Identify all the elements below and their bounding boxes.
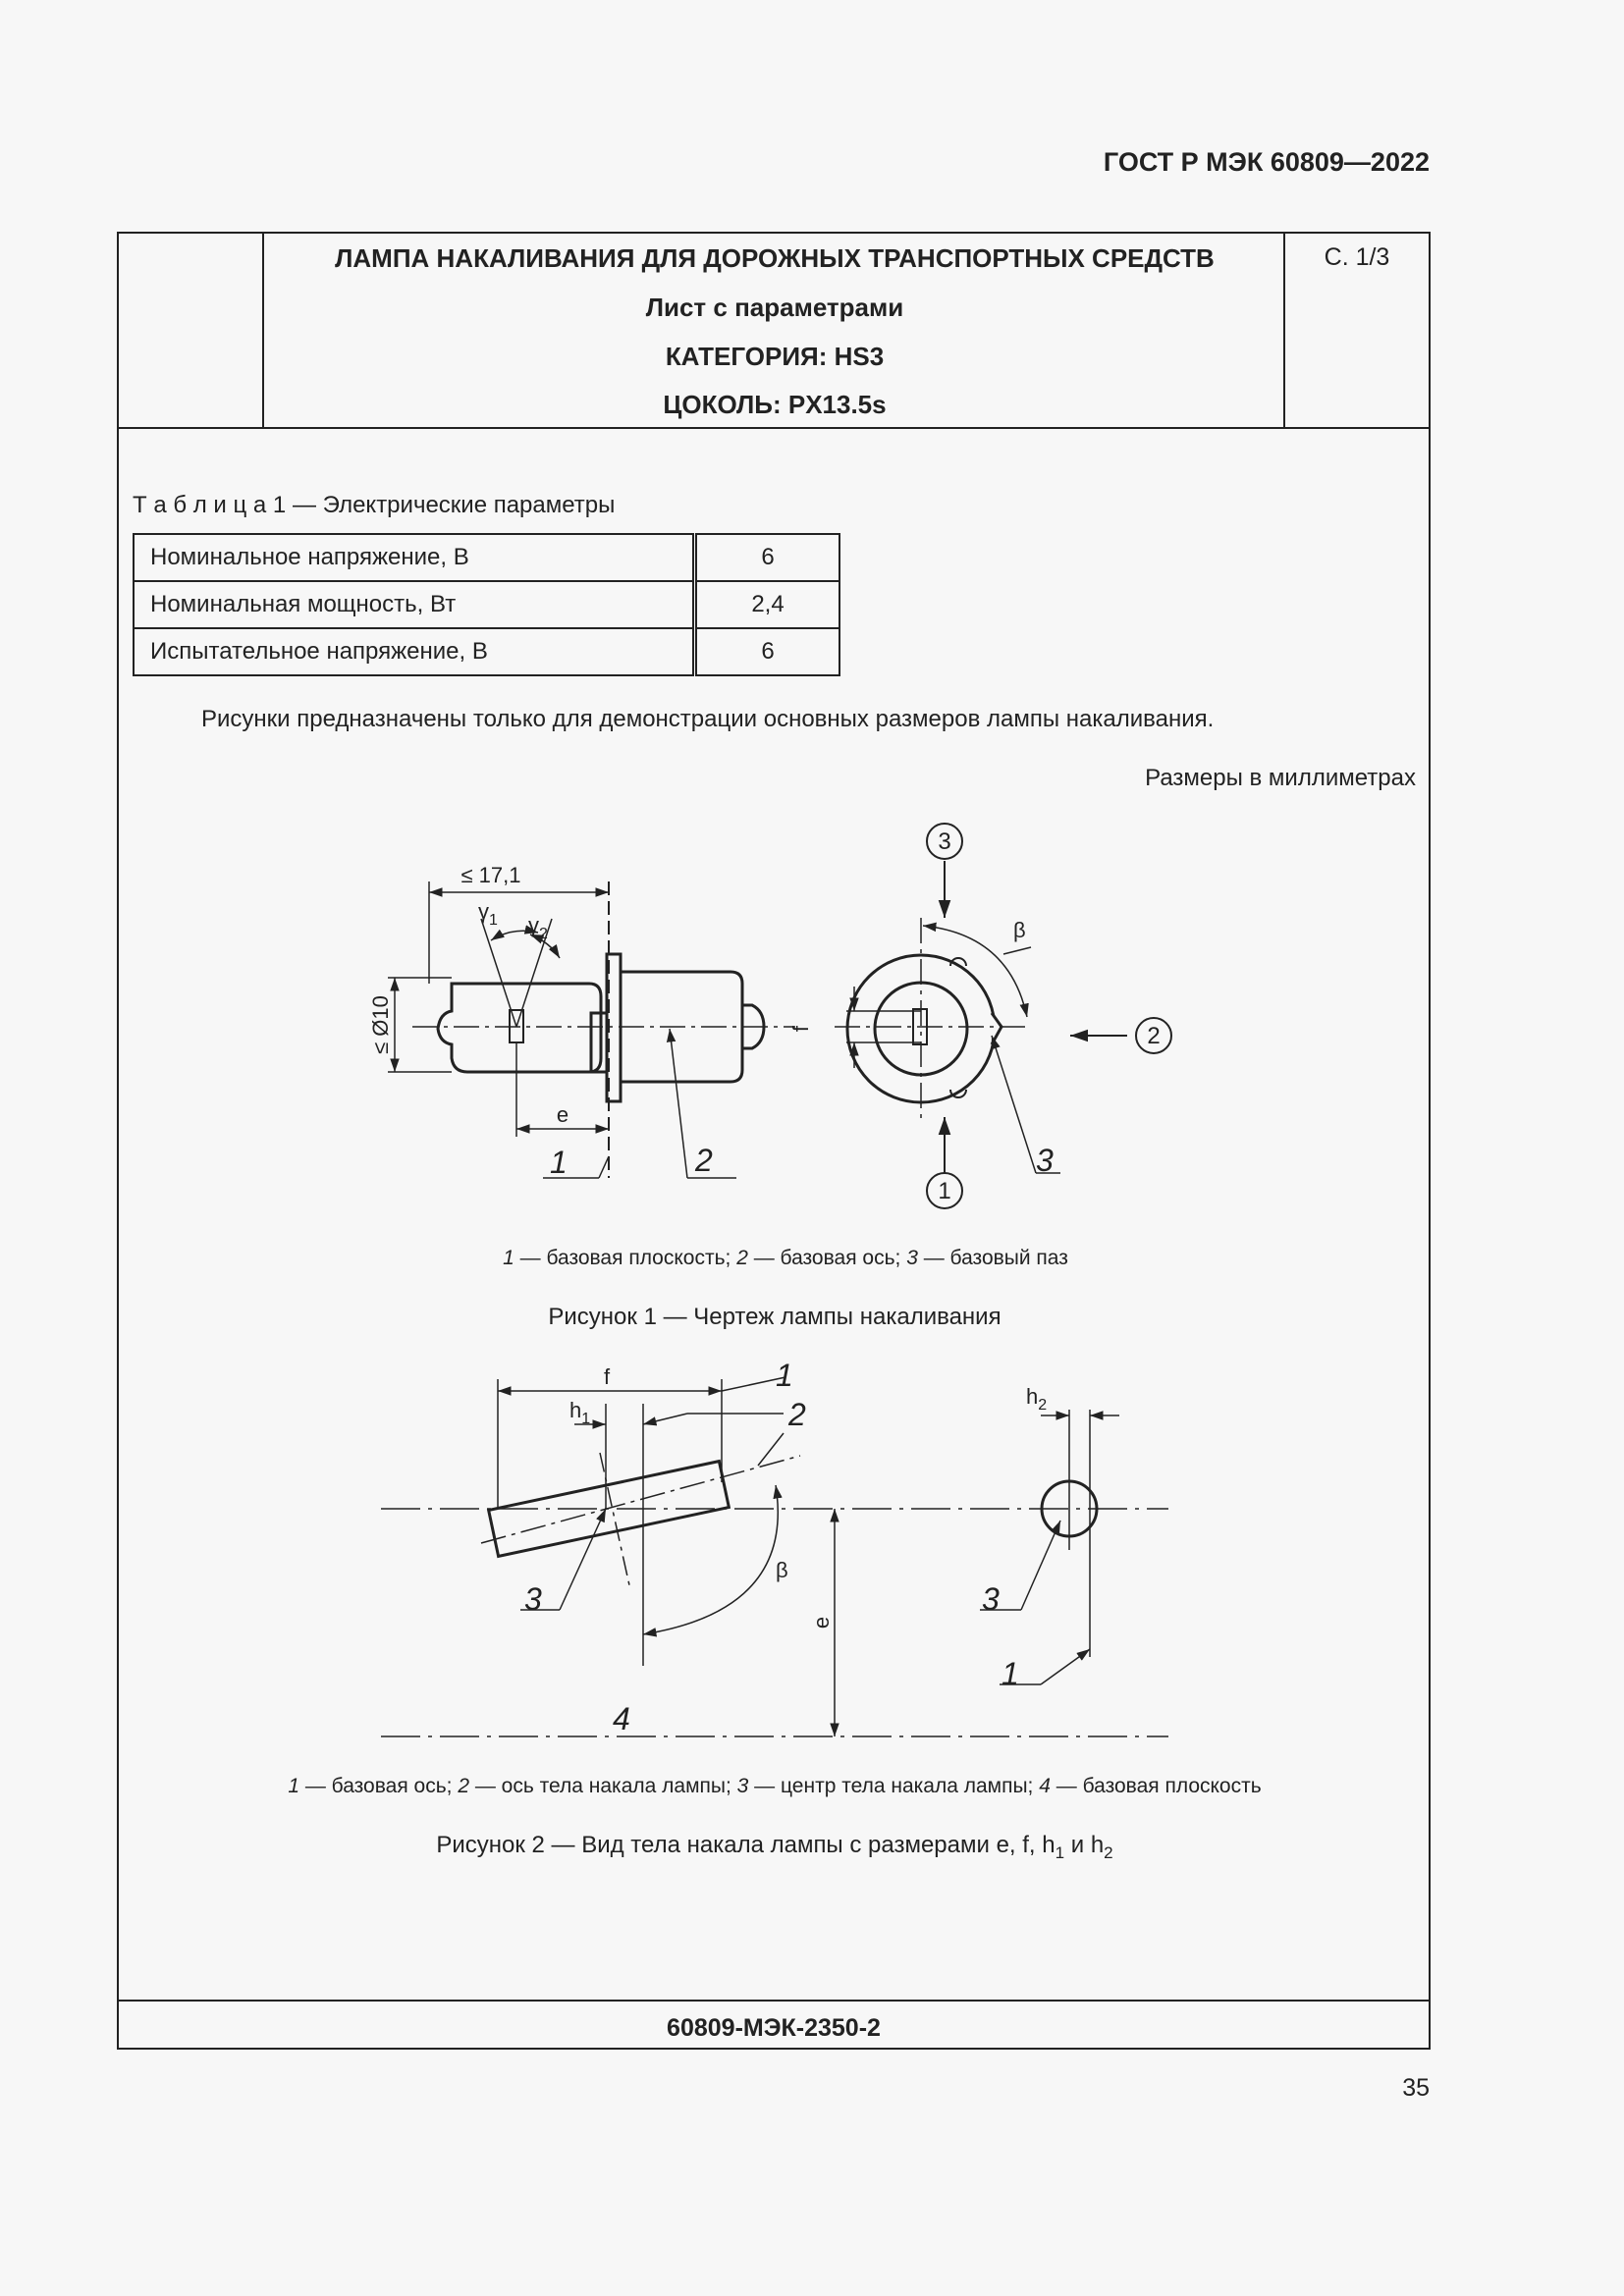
gamma2-label: $\gamma_2$: [528, 913, 548, 942]
circled-label-2: 2: [1147, 1023, 1161, 1049]
callout-1: 1: [550, 1145, 568, 1180]
leader-3a: [560, 1509, 606, 1610]
callout-4: 4: [613, 1701, 630, 1736]
figure1-caption: Рисунок 1 — Чертеж лампы накаливания: [548, 1304, 1001, 1330]
param-value: 2,4: [695, 581, 840, 628]
figure2-legend: 1 — базовая ось; 2 — ось тела накала лампы; 3 — центр тела накала лампы; 4 — базовая плоскость: [288, 1775, 1262, 1797]
dim-f-label: f: [603, 1364, 611, 1389]
callout-3a: 3: [524, 1581, 542, 1617]
beta-label: β: [776, 1558, 788, 1582]
gamma1-label: $\gamma_1$: [478, 899, 498, 929]
callout-2: 2: [788, 1397, 806, 1432]
leader-3b: [1021, 1521, 1060, 1610]
table-caption-rest: — Электрические параметры: [286, 492, 616, 518]
note-text: Рисунки предназначены только для демонстрации основных размеров лампы накаливания.: [201, 706, 1215, 732]
sheet-category: КАТЕГОРИЯ: HS3: [665, 342, 885, 371]
sheet-base: ЦОКОЛЬ: PX13.5s: [663, 390, 887, 419]
units-note: Размеры в миллиметрах: [1145, 765, 1416, 791]
dim-h2-label: $h_2$: [1026, 1384, 1048, 1414]
leader-1b: [1041, 1649, 1090, 1684]
leader-slot: [992, 1036, 1036, 1173]
circled-label-3: 3: [938, 828, 951, 855]
dim-h1-arrow-right: [643, 1414, 687, 1424]
param-name: Номинальное напряжение, В: [134, 534, 695, 581]
dim-diameter-label: ≤ Ø10: [368, 995, 393, 1054]
param-name: Испытательное напряжение, В: [134, 628, 695, 675]
callout-1a: 1: [776, 1358, 793, 1393]
param-value: 6: [695, 628, 840, 675]
dim-f-label: f: [788, 1025, 813, 1033]
footer-code: 60809-МЭК-2350-2: [667, 2014, 881, 2042]
dim-length-label: ≤ 17,1: [460, 863, 521, 887]
beta-arc: [923, 926, 1027, 1017]
figure1-legend: 1 — базовая плоскость; 2 — базовая ось; 3 — базовый паз: [503, 1247, 1068, 1269]
sheet-page-ref: С. 1/3: [1324, 243, 1390, 271]
callout-2: 2: [695, 1143, 713, 1178]
footer-top-line: [117, 2000, 1431, 2002]
param-value: 6: [695, 534, 840, 581]
sheet-title: ЛАМПА НАКАЛИВАНИЯ ДЛЯ ДОРОЖНЫХ ТРАНСПОРТНЫХ СРЕДСТВ: [335, 243, 1215, 273]
param-name: Номинальная мощность, Вт: [134, 581, 695, 628]
callout-3b: 3: [982, 1581, 1000, 1617]
dim-e-label: e: [809, 1616, 834, 1629]
page-number: 35: [1402, 2074, 1430, 2102]
dim-e-label: e: [556, 1102, 569, 1127]
circled-label-1: 1: [938, 1178, 951, 1204]
beta-arc: [643, 1485, 778, 1634]
filament-axis: [481, 1456, 800, 1543]
beta-label: β: [1013, 918, 1026, 942]
standard-code: ГОСТ Р МЭК 60809—2022: [1103, 147, 1430, 177]
figure2-drawing: [0, 1345, 1624, 1757]
table-caption-prefix: Т а б л и ц а 1: [133, 492, 287, 518]
dim-h1-label: $h_1$: [569, 1398, 591, 1427]
callout-3: 3: [1036, 1143, 1054, 1178]
leader-axis: [670, 1029, 687, 1178]
callout-1b: 1: [1001, 1656, 1019, 1691]
bulb-outline: [438, 984, 601, 1072]
figure2-caption: Рисунок 2 — Вид тела накала лампы с размерами e, f, $h_1$ и $h_2$: [436, 1832, 1113, 1862]
sheet-subtitle: Лист с параметрами: [645, 293, 904, 322]
